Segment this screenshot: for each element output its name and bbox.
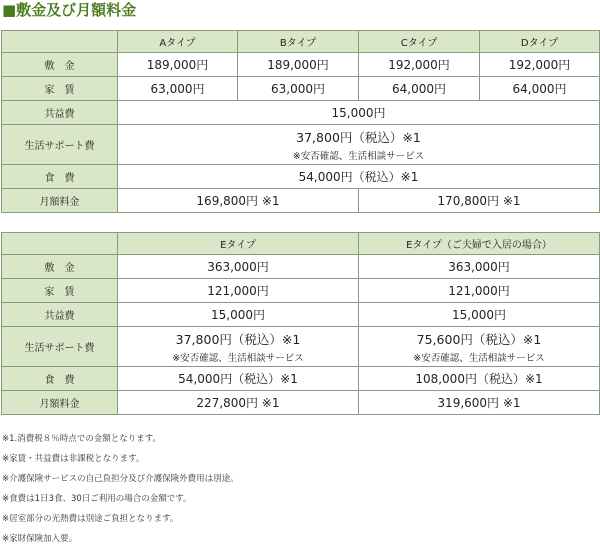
fee-table-e bbox=[1, 232, 600, 415]
deposit-c: 192,000円 bbox=[359, 53, 480, 77]
support-fee-e: 37,800円（税込）※1 bbox=[175, 331, 301, 347]
row-label-common-fee: 共益費 bbox=[2, 303, 118, 327]
header-empty bbox=[2, 31, 118, 53]
footnote-nontaxable: ※家賃・共益費は非課税となります。 bbox=[2, 454, 145, 464]
monthly-total-ab: 169,800円 ※1 bbox=[118, 189, 359, 213]
rent-c: 64,000円 bbox=[359, 77, 480, 101]
row-label-meal-fee: 食 費 bbox=[2, 367, 118, 391]
monthly-total-e: 227,800円 ※1 bbox=[118, 391, 359, 415]
footnote-care-insurance: ※介護保険サービスの自己負担分及び介護保険外費用は別途。 bbox=[2, 474, 239, 484]
support-fee-e-note: ※安否確認、生活相談サービス bbox=[172, 352, 304, 364]
meal-fee-e-couple: 108,000円（税込）※1 bbox=[359, 367, 600, 391]
deposit-e: 363,000円 bbox=[118, 255, 359, 279]
deposit-a: 189,000円 bbox=[118, 53, 238, 77]
row-label-deposit: 敷 金 bbox=[2, 255, 118, 279]
monthly-total-e-couple: 319,600円 ※1 bbox=[359, 391, 600, 415]
header-type-c: Cタイプ bbox=[359, 31, 480, 53]
deposit-d: 192,000円 bbox=[480, 53, 600, 77]
row-label-meal-fee: 食 費 bbox=[2, 165, 118, 189]
support-fee-e-couple-note: ※安否確認、生活相談サービス bbox=[413, 352, 545, 364]
common-fee-e-couple: 15,000円 bbox=[359, 303, 600, 327]
meal-fee-e: 54,000円（税込）※1 bbox=[118, 367, 359, 391]
row-label-common-fee: 共益費 bbox=[2, 101, 118, 125]
common-fee-e: 15,000円 bbox=[118, 303, 359, 327]
footnote-home-insurance: ※家財保険加入要。 bbox=[2, 534, 78, 544]
header-type-e: Eタイプ bbox=[118, 233, 359, 255]
support-fee-e-cell bbox=[118, 327, 359, 367]
row-label-monthly-total: 月額料金 bbox=[2, 391, 118, 415]
row-label-rent: 家 賃 bbox=[2, 279, 118, 303]
rent-d: 64,000円 bbox=[480, 77, 600, 101]
deposit-e-couple: 363,000円 bbox=[359, 255, 600, 279]
support-fee-note: ※安否確認、生活相談サービス bbox=[292, 150, 425, 162]
support-fee-e-couple-cell bbox=[359, 327, 600, 367]
support-fee-cell bbox=[118, 125, 600, 165]
monthly-total-cd: 170,800円 ※1 bbox=[359, 189, 600, 213]
row-label-support-fee: 生活サポート費 bbox=[2, 327, 118, 367]
footnote-meals: ※食費は1日3食、30日ご利用の場合の金額です。 bbox=[2, 494, 192, 504]
support-fee: 37,800円（税込）※1 bbox=[296, 129, 421, 145]
rent-b: 63,000円 bbox=[238, 77, 359, 101]
row-label-support-fee: 生活サポート費 bbox=[2, 125, 118, 165]
header-type-a: Aタイプ bbox=[118, 31, 238, 53]
header-type-e-couple: Eタイプ（ご夫婦で入居の場合） bbox=[359, 233, 600, 255]
header-type-d: Dタイプ bbox=[480, 31, 600, 53]
fee-table-a-to-d bbox=[1, 30, 600, 213]
common-fee: 15,000円 bbox=[118, 101, 600, 125]
meal-fee: 54,000円（税込）※1 bbox=[118, 165, 600, 189]
footnote-utilities: ※居室部分の光熱費は別途ご負担となります。 bbox=[2, 514, 179, 524]
row-label-monthly-total: 月額料金 bbox=[2, 189, 118, 213]
row-label-deposit: 敷 金 bbox=[2, 53, 118, 77]
page-title: ■敷金及び月額料金 bbox=[2, 1, 137, 19]
rent-e-couple: 121,000円 bbox=[359, 279, 600, 303]
row-label-rent: 家 賃 bbox=[2, 77, 118, 101]
footnotes bbox=[2, 432, 598, 552]
rent-e: 121,000円 bbox=[118, 279, 359, 303]
support-fee-e-couple: 75,600円（税込）※1 bbox=[416, 331, 542, 347]
header-empty bbox=[2, 233, 118, 255]
footnote-tax: ※1.消費税８％時点での金額となります。 bbox=[2, 434, 162, 444]
deposit-b: 189,000円 bbox=[238, 53, 359, 77]
header-type-b: Bタイプ bbox=[238, 31, 359, 53]
rent-a: 63,000円 bbox=[118, 77, 238, 101]
